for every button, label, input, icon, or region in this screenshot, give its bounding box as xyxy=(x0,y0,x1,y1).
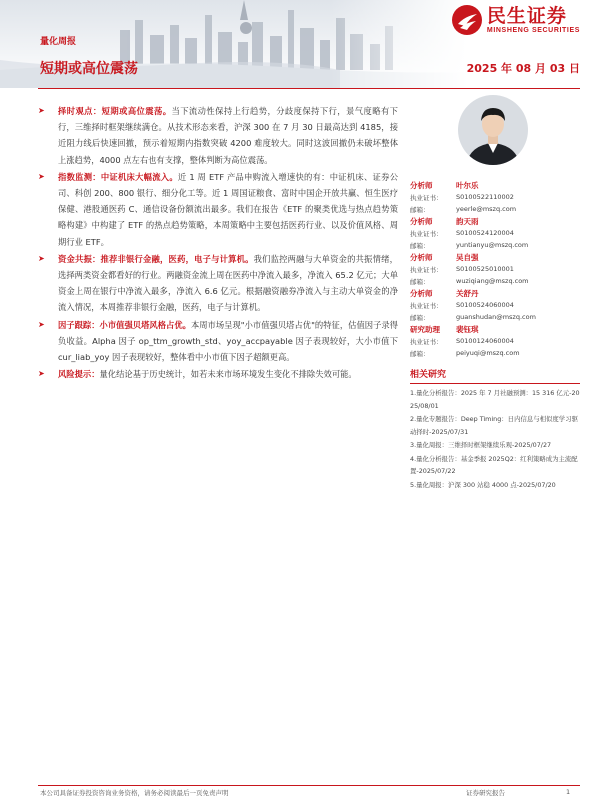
report-title: 短期或高位震荡 xyxy=(40,61,138,77)
email-label: 邮箱： xyxy=(410,349,430,358)
analyst-role: 分析师 xyxy=(410,288,433,298)
cert-label: 执业证书： xyxy=(410,337,443,346)
related-research-item[interactable]: 1.量化分析报告：2025 年 7 月社融预测：15 316 亿元-2025/08/01 xyxy=(410,389,580,410)
analyst-email[interactable]: wuziqiang@mszq.com xyxy=(456,277,529,285)
arrow-bullet-icon: ➤ xyxy=(38,171,45,181)
cert-label: 执业证书： xyxy=(410,265,443,274)
analyst-email[interactable]: guanshudan@mszq.com xyxy=(456,313,536,321)
analyst-entry xyxy=(410,323,580,359)
analyst-role: 分析师 xyxy=(410,252,433,262)
arrow-bullet-icon: ➤ xyxy=(38,319,45,329)
related-research-item[interactable]: 4.量化分析报告：基金季报 2025Q2：红利策略成为主流配置-2025/07/22 xyxy=(410,454,578,475)
footer-doc-type: 证券研究报告 xyxy=(466,789,505,797)
analyst-name: 关舒丹 xyxy=(456,288,479,298)
related-research-item[interactable]: 5.量化周报：沪深 300 站稳 4000 点-2025/07/20 xyxy=(410,480,556,489)
minsheng-logo-icon xyxy=(451,4,483,36)
section-body: 近 1 周 ETF 产品申购流入增速快的有：中证机床、证券公司、科创 200、800 银行、细分化工等。近 1 周国证粮食、富时中国企开放共赢、恒生医疗保健、港股通医药 C、通信设备份额流出最多。我们在报告《ETF 的聚类优选与热点趋势策略构建》中构建了 ETF 的热点趋势策略，本周策略中主要包括医药行业、以及价值风格、周期行业 ETF。 xyxy=(58,171,398,247)
analyst-email[interactable]: yuntianyu@mszq.com xyxy=(456,241,529,249)
section-body: 本周市场呈现"小市值强贝塔占优"的特征，估值因子录得负收益。Alpha 因子 op_ttm_growth_std、yoy_accpayable 因子表现较好，大小市值下 cur_liab_yoy 因子表现较好，整体看中小市值下因子超额更高。 xyxy=(58,319,398,363)
cert-number: S0100124060004 xyxy=(456,337,514,345)
arrow-bullet-icon: ➤ xyxy=(38,106,45,115)
section-risk xyxy=(38,366,398,382)
section-heading: 风险提示： xyxy=(58,369,100,380)
related-research-item[interactable]: 3.量化周报：三维择时框架继续乐观-2025/07/27 xyxy=(410,441,552,449)
analyst-list xyxy=(410,179,580,359)
analyst-name: 裴钰琪 xyxy=(456,324,479,334)
footer-divider xyxy=(38,785,580,786)
section-heading: 择时观点：短期或高位震荡。 xyxy=(58,106,172,116)
section-index-monitor xyxy=(38,169,398,250)
related-research-item[interactable]: 2.量化专题报告：Deep Timing：日内信息与相似度学习驱动择时-2025/07/31 xyxy=(410,415,578,436)
analyst-name: 韵天雨 xyxy=(456,216,479,226)
analyst-entry xyxy=(410,179,580,215)
email-label: 邮箱： xyxy=(410,241,430,250)
cert-label: 执业证书： xyxy=(410,301,443,310)
sidebar xyxy=(410,92,580,492)
section-body: 量化结论基于历史统计，如若未来市场环境发生变化不排除失效可能。 xyxy=(99,369,357,380)
cert-label: 执业证书： xyxy=(410,193,443,202)
analyst-entry xyxy=(410,251,580,287)
analyst-entry xyxy=(410,215,580,251)
brand-logo xyxy=(451,4,580,36)
section-heading: 资金共振：推荐非银行金融，医药，电子与计算机。 xyxy=(58,253,254,264)
cert-label: 执业证书： xyxy=(410,229,443,238)
analyst-email[interactable]: yeerle@mszq.com xyxy=(456,205,517,213)
cert-number: S0100525010001 xyxy=(456,265,514,273)
analyst-role: 分析师 xyxy=(410,216,433,226)
report-header xyxy=(0,0,600,88)
section-timing xyxy=(38,103,398,168)
section-body: 当下流动性保持上行趋势，分歧度保持下行，景气度略有下行，三维择时框架继续满仓。从技术形态来看，沪深 300 在 7 月 30 日最高达到 4185，接近阻力线后快速回撤，预示着短期内指数突破 4200 难度较大。同时这波回撤仍未破坏整体上涨趋势，4000 点左右也有支撑，整体判断为高位震荡。 xyxy=(58,106,398,165)
analyst-name: 叶尔乐 xyxy=(456,180,479,190)
cert-number: S0100524120004 xyxy=(456,229,514,237)
page-number: 1 xyxy=(566,788,571,796)
report-type-label: 量化周报 xyxy=(40,37,77,47)
cert-number: S0100524060004 xyxy=(456,301,514,309)
brand-name-cn: 民生证券 xyxy=(486,4,567,27)
analyst-role: 研究助理 xyxy=(410,324,440,334)
header-divider xyxy=(38,88,580,89)
arrow-bullet-icon: ➤ xyxy=(38,253,45,263)
analyst-photo xyxy=(458,95,528,165)
section-heading: 因子跟踪：小市值强贝塔风格占优。 xyxy=(58,319,191,330)
section-factor-tracking xyxy=(38,317,398,366)
summary-column xyxy=(38,103,398,383)
cert-number: S0100522110002 xyxy=(456,193,514,201)
report-date: 2025 年 08 月 03 日 xyxy=(466,62,580,75)
analyst-role: 分析师 xyxy=(410,180,433,190)
person-avatar-icon xyxy=(458,95,528,165)
analyst-name: 吴自强 xyxy=(456,252,479,262)
email-label: 邮箱： xyxy=(410,277,430,286)
email-label: 邮箱： xyxy=(410,205,430,214)
section-fund-resonance xyxy=(38,251,398,316)
arrow-bullet-icon: ➤ xyxy=(38,369,45,379)
footer-disclaimer: 本公司具备证券投资咨询业务资格，请务必阅读最后一页免责声明 xyxy=(40,789,229,797)
analyst-entry xyxy=(410,287,580,323)
section-body: 我们监控两融与大单资金的共振情绪，选择两类资金都看好的行业。两融资金流上周在医药中净流入最多，净流入 65.2 亿元；大单资金上周在银行中净流入最多，净流入 6.6 亿元。根据融资融券净流入与主动大单资金的净流入情况，本周推荐非银行金融，医药，电子与计算机。 xyxy=(58,253,398,313)
analyst-email[interactable]: peiyuqi@mszq.com xyxy=(456,349,520,357)
email-label: 邮箱： xyxy=(410,313,430,322)
related-research-title: 相关研究 xyxy=(410,367,580,384)
related-research-list xyxy=(410,387,580,491)
section-heading: 指数监测：中证机床大幅流入。 xyxy=(58,171,178,182)
brand-name-en: MINSHENG SECURITIES xyxy=(486,26,580,34)
